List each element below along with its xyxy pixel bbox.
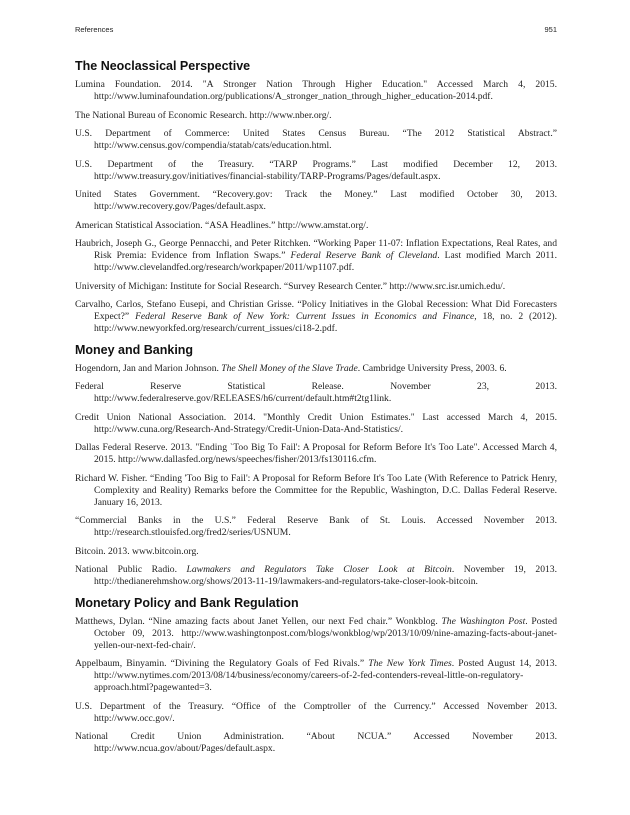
reference-entry xyxy=(75,128,557,152)
reference-section xyxy=(75,58,557,335)
reference-italic-title: Lawmakers and Regulators Take Closer Look at Bitcoin xyxy=(186,564,452,575)
reference-entry xyxy=(75,299,557,335)
reference-text: Bitcoin. 2013. www.bitcoin.org. xyxy=(75,545,199,557)
reference-text: National Public Radio. xyxy=(75,564,187,575)
reference-section xyxy=(75,342,557,589)
reference-text: . November 19, 2013. http://thedianerehmshow.org/shows/2013-11-19/lawmakers-and-regulators-take-closer-look-bitcoin. xyxy=(94,564,557,587)
reference-text: Carvalho, Carlos, Stefano Eusepi, and Christian Grisse. “Policy Initiatives in the Global Recession: What Did Forecasters Expect?” xyxy=(75,299,557,322)
reference-italic-title: The Washington Post xyxy=(441,615,526,627)
reference-text: Credit Union National Association. 2014. "Monthly Credit Union Estimates." Last accessed March 4, 2015. http://www.cuna.org/Research-And-Strategy/Credit-Union-Data-And-Statistics/. xyxy=(75,411,557,435)
reference-entry xyxy=(75,731,557,755)
reference-italic-title: Federal Reserve Bank of New York: Current Issues in Economics and Finance xyxy=(135,311,475,322)
reference-italic-title: The New York Times xyxy=(368,658,452,669)
reference-text: Richard W. Fisher. “Ending 'Too Big to Fail': A Proposal for Reform Before It's Too Late (With Reference to Patrick Henry, Complexity and Reality) Remarks before the Committee for the Republic, Washington, D.C. Dallas Federal Reserve. January 16, 2013. xyxy=(75,472,557,508)
reference-text: American Statistical Association. “ASA Headlines.” http://www.amstat.org/. xyxy=(75,219,369,231)
reference-entry xyxy=(75,220,557,232)
section-heading: Monetary Policy and Bank Regulation xyxy=(75,595,299,610)
section-heading: Money and Banking xyxy=(75,342,194,357)
reference-text: . Last modified March 2011. http://www.clevelandfed.org/research/workpaper/2011/wp1107.pdf. xyxy=(94,250,557,273)
reference-text: Lumina Foundation. 2014. "A Stronger Nation Through Higher Education." Accessed March 4, 2015. http://www.luminafoundation.org/publications/A_stronger_nation_through_higher_education-2014.pdf. xyxy=(75,79,557,102)
reference-entry xyxy=(75,442,557,466)
reference-entry xyxy=(75,564,557,588)
reference-entry xyxy=(75,701,557,725)
reference-text: University of Michigan: Institute for Social Research. “Survey Research Center.” http://www.src.isr.umich.edu/. xyxy=(75,280,506,292)
reference-text: . Posted October 09, 2013. http://www.washingtonpost.com/blogs/wonkblog/wp/2013/10/09/nine-amazing-facts-about-janet-yellen-our-next-fed-chair/. xyxy=(94,615,557,651)
reference-text: U.S. Department of Commerce: United States Census Bureau. “The 2012 Statistical Abstract.” http://www.census.gov/compendia/statab/cats/education.html. xyxy=(75,128,557,151)
reference-entry xyxy=(75,363,557,375)
reference-entry xyxy=(75,238,557,274)
reference-text: Dallas Federal Reserve. 2013. "Ending `Too Big To Fail': A Proposal for Reform Before It's Too Late". Accessed March 4, 2015. http://www.dallasfed.org/news/speeches/fisher/2013/fs130116.cfm. xyxy=(75,442,557,465)
reference-text: United States Government. “Recovery.gov: Track the Money.” Last modified October 30, 2013. http://www.recovery.gov/Pages/default.aspx. xyxy=(75,189,557,212)
page-number: 951 xyxy=(544,25,557,34)
reference-text: . Posted August 14, 2013. http://www.nytimes.com/2013/08/14/business/economy/careers-of-2-fed-contenders-reveal-little-on-regulatory-approach.html?pagewanted=3. xyxy=(94,658,557,693)
reference-text: Appelbaum, Binyamin. “Divining the Regulatory Goals of Fed Rivals.” xyxy=(75,658,369,669)
running-head-title: References xyxy=(75,25,114,34)
reference-entry xyxy=(75,189,557,213)
reference-text: The National Bureau of Economic Research. http://www.nber.org/. xyxy=(75,109,332,121)
reference-entry xyxy=(75,79,557,103)
reference-entry xyxy=(75,515,557,539)
reference-italic-title: The Shell Money of the Slave Trade xyxy=(221,362,358,374)
reference-entry xyxy=(75,546,557,558)
reference-text: U.S. Department of the Treasury. “TARP Programs.” Last modified December 12, 2013. http://www.treasury.gov/initiatives/financial-stability/TARP-Programs/Pages/default.aspx. xyxy=(75,158,557,182)
section-heading: The Neoclassical Perspective xyxy=(75,59,251,73)
references-body xyxy=(75,58,557,762)
reference-text: Matthews, Dylan. “Nine amazing facts about Janet Yellen, our next Fed chair.” Wonkblog. xyxy=(75,615,442,627)
reference-entry xyxy=(75,412,557,436)
reference-italic-title: Federal Reserve Bank of Cleveland xyxy=(290,250,438,261)
reference-text: Hogendorn, Jan and Marion Johnson. xyxy=(75,362,222,374)
reference-text: Federal Reserve Statistical Release. November 23, 2013. http://www.federalreserve.gov/RELEASES/h6/current/default.htm#t2tg1link. xyxy=(75,381,557,404)
reference-entry xyxy=(75,381,557,405)
running-header xyxy=(75,25,557,37)
reference-entry xyxy=(75,658,557,694)
reference-entry xyxy=(75,110,557,122)
reference-text: , 18, no. 2 (2012). http://www.newyorkfed.org/research/current_issues/ci18-2.pdf. xyxy=(94,311,557,334)
reference-text: “Commercial Banks in the U.S.” Federal Reserve Bank of St. Louis. Accessed November 2013. http://research.stlouisfed.org/fred2/series/USNUM. xyxy=(75,515,557,538)
reference-text: National Credit Union Administration. “About NCUA.” Accessed November 2013. http://www.ncua.gov/about/Pages/default.aspx. xyxy=(75,731,557,754)
reference-text: . Cambridge University Press, 2003. 6. xyxy=(357,362,507,374)
reference-entry xyxy=(75,616,557,652)
reference-text: U.S. Department of the Treasury. “Office of the Comptroller of the Currency.” Accessed November 2013. http://www.occ.gov/. xyxy=(75,700,557,724)
reference-entry xyxy=(75,473,557,509)
reference-section xyxy=(75,595,557,756)
reference-entry xyxy=(75,281,557,293)
reference-entry xyxy=(75,159,557,183)
reference-text: Haubrich, Joseph G., George Pennacchi, and Peter Ritchken. “Working Paper 11-07: Inflation Expectations, Real Rates, and Risk Premia: Evidence from Inflation Swaps.” xyxy=(75,238,557,261)
